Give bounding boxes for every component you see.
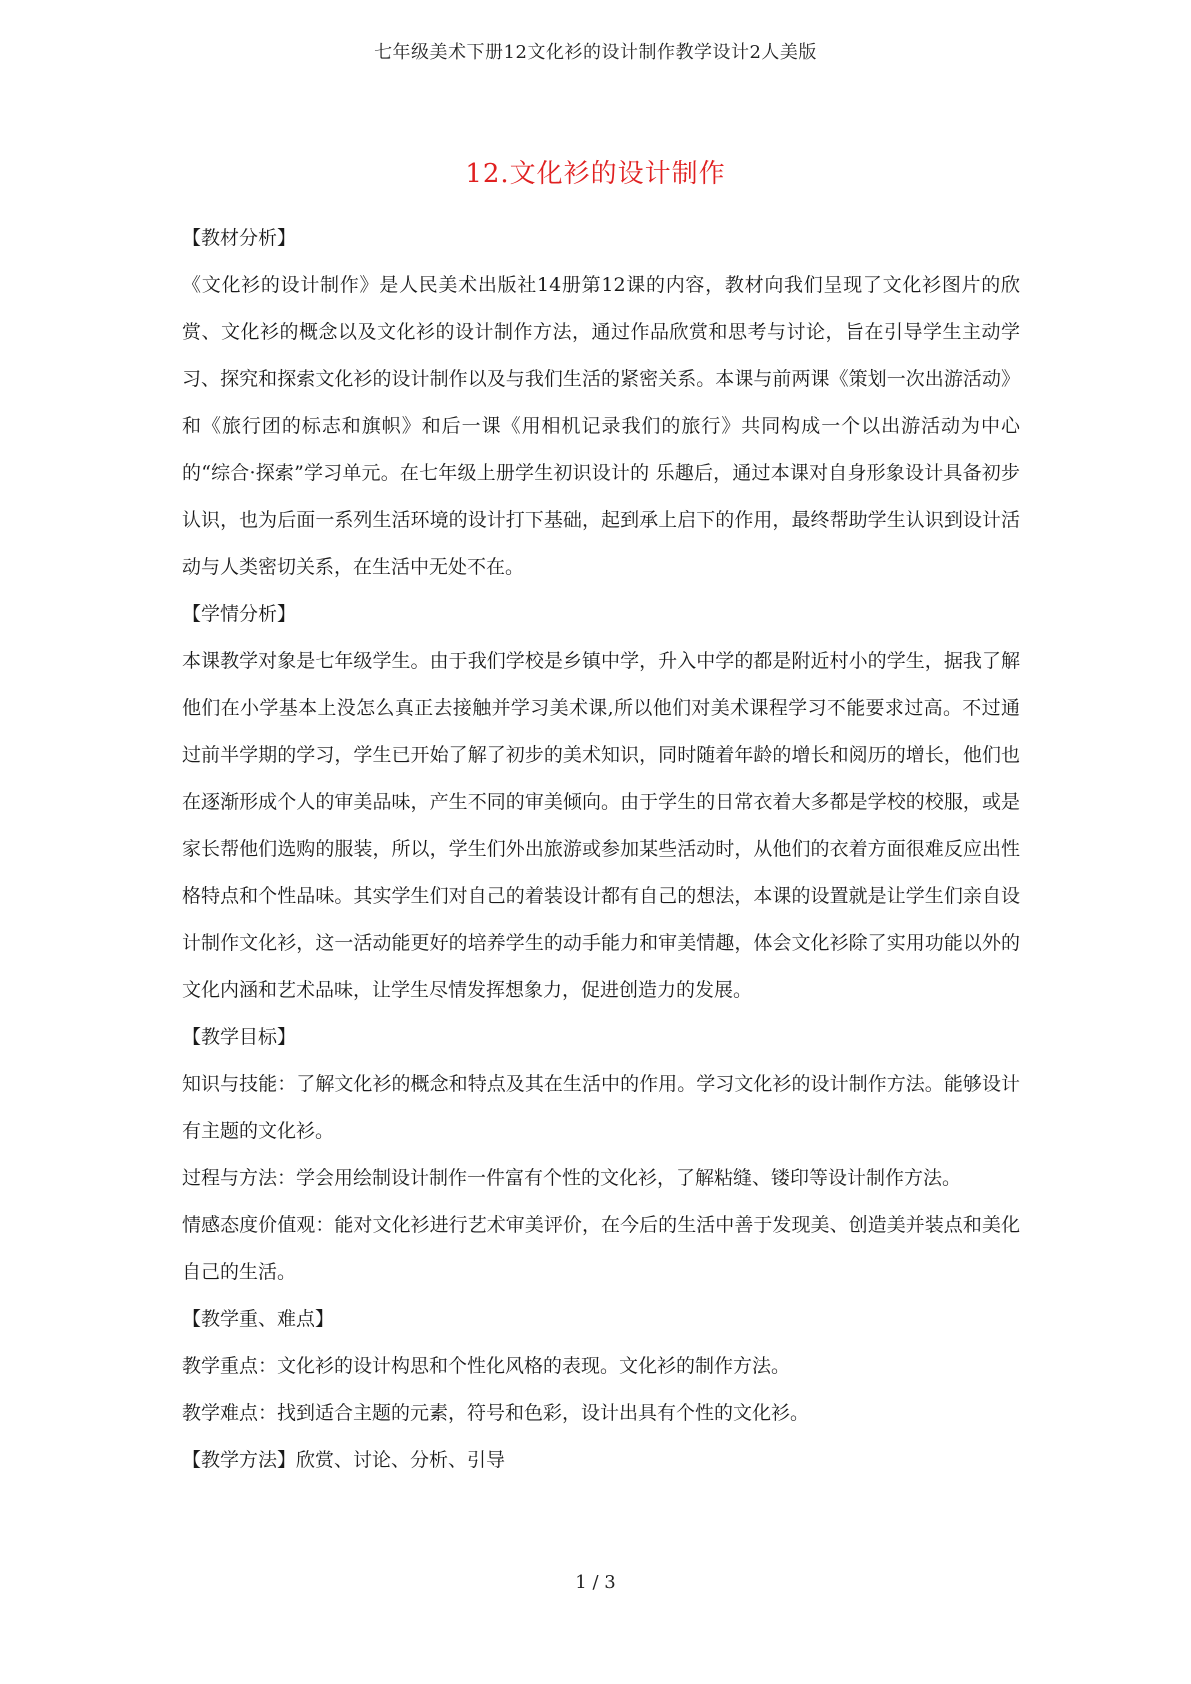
goal-knowledge-paragraph: 知识与技能：了解文化衫的概念和特点及其在生活中的作用。学习文化衫的设计制作方法。能够设计有主题的文化衫。	[182, 1073, 1020, 1142]
goal-emotion-paragraph: 情感态度价值观：能对文化衫进行艺术审美评价，在今后的生活中善于发现美、创造美并装点和美化自己的生活。	[182, 1214, 1020, 1283]
section-heading-student-analysis: 【学情分析】	[182, 603, 297, 625]
section-heading-teaching-goals: 【教学目标】	[182, 1026, 297, 1048]
document-body	[182, 215, 1020, 1484]
page-number: 1 / 3	[575, 1572, 616, 1593]
methods-text: 欣赏、讨论、分析、引导	[296, 1449, 506, 1471]
document-title: 12.文化衫的设计制作	[465, 159, 726, 189]
key-difficulty-paragraph: 教学难点：找到适合主题的元素，符号和色彩，设计出具有个性的文化衫。	[182, 1402, 810, 1424]
running-header: 七年级美术下册12文化衫的设计制作教学设计2人美版	[374, 42, 817, 63]
goal-process-paragraph: 过程与方法：学会用绘制设计制作一件富有个性的文化衫，了解粘缝、镂印等设计制作方法。	[182, 1167, 962, 1189]
section-heading-key-points: 【教学重、难点】	[182, 1308, 335, 1330]
section-heading-textbook-analysis: 【教材分析】	[182, 227, 297, 249]
section-heading-methods: 【教学方法】	[182, 1449, 297, 1471]
methods-line	[182, 1437, 1020, 1484]
key-focus-paragraph: 教学重点：文化衫的设计构思和个性化风格的表现。文化衫的制作方法。	[182, 1355, 791, 1377]
textbook-analysis-paragraph: 《文化衫的设计制作》是人民美术出版社14册第12课的内容，教材向我们呈现了文化衫图片的欣赏、文化衫的概念以及文化衫的设计制作方法，通过作品欣赏和思考与讨论，旨在引导学生主动学习、探究和探索文化衫的设计制作以及与我们生活的紧密关系。本课与前两课《策划一次出游活动》和《旅行团的标志和旗帜》和后一课《用相机记录我们的旅行》共同构成一个以出游活动为中心的“综合·探索”学习单元。在七年级上册学生初识设计的 乐趣后，通过本课对自身形象设计具备初步认识，也为后面一系列生活环境的设计打下基础，起到承上启下的作用，最终帮助学生认识到设计活动与人类密切关系，在生活中无处不在。	[182, 274, 1020, 578]
student-analysis-paragraph: 本课教学对象是七年级学生。由于我们学校是乡镇中学，升入中学的都是附近村小的学生，据我了解他们在小学基本上没怎么真正去接触并学习美术课,所以他们对美术课程学习不能要求过高。不过通过前半学期的学习，学生已开始了解了初步的美术知识，同时随着年龄的增长和阅历的增长，他们也在逐渐形成个人的审美品味，产生不同的审美倾向。由于学生的日常衣着大多都是学校的校服，或是家长帮他们选购的服装，所以，学生们外出旅游或参加某些活动时，从他们的衣着方面很难反应出性格特点和个性品味。其实学生们对自己的着装设计都有自己的想法，本课的设置就是让学生们亲自设计制作文化衫，这一活动能更好的培养学生的动手能力和审美情趣，体会文化衫除了实用功能以外的文化内涵和艺术品味，让学生尽情发挥想象力，促进创造力的发展。	[182, 650, 1020, 1001]
